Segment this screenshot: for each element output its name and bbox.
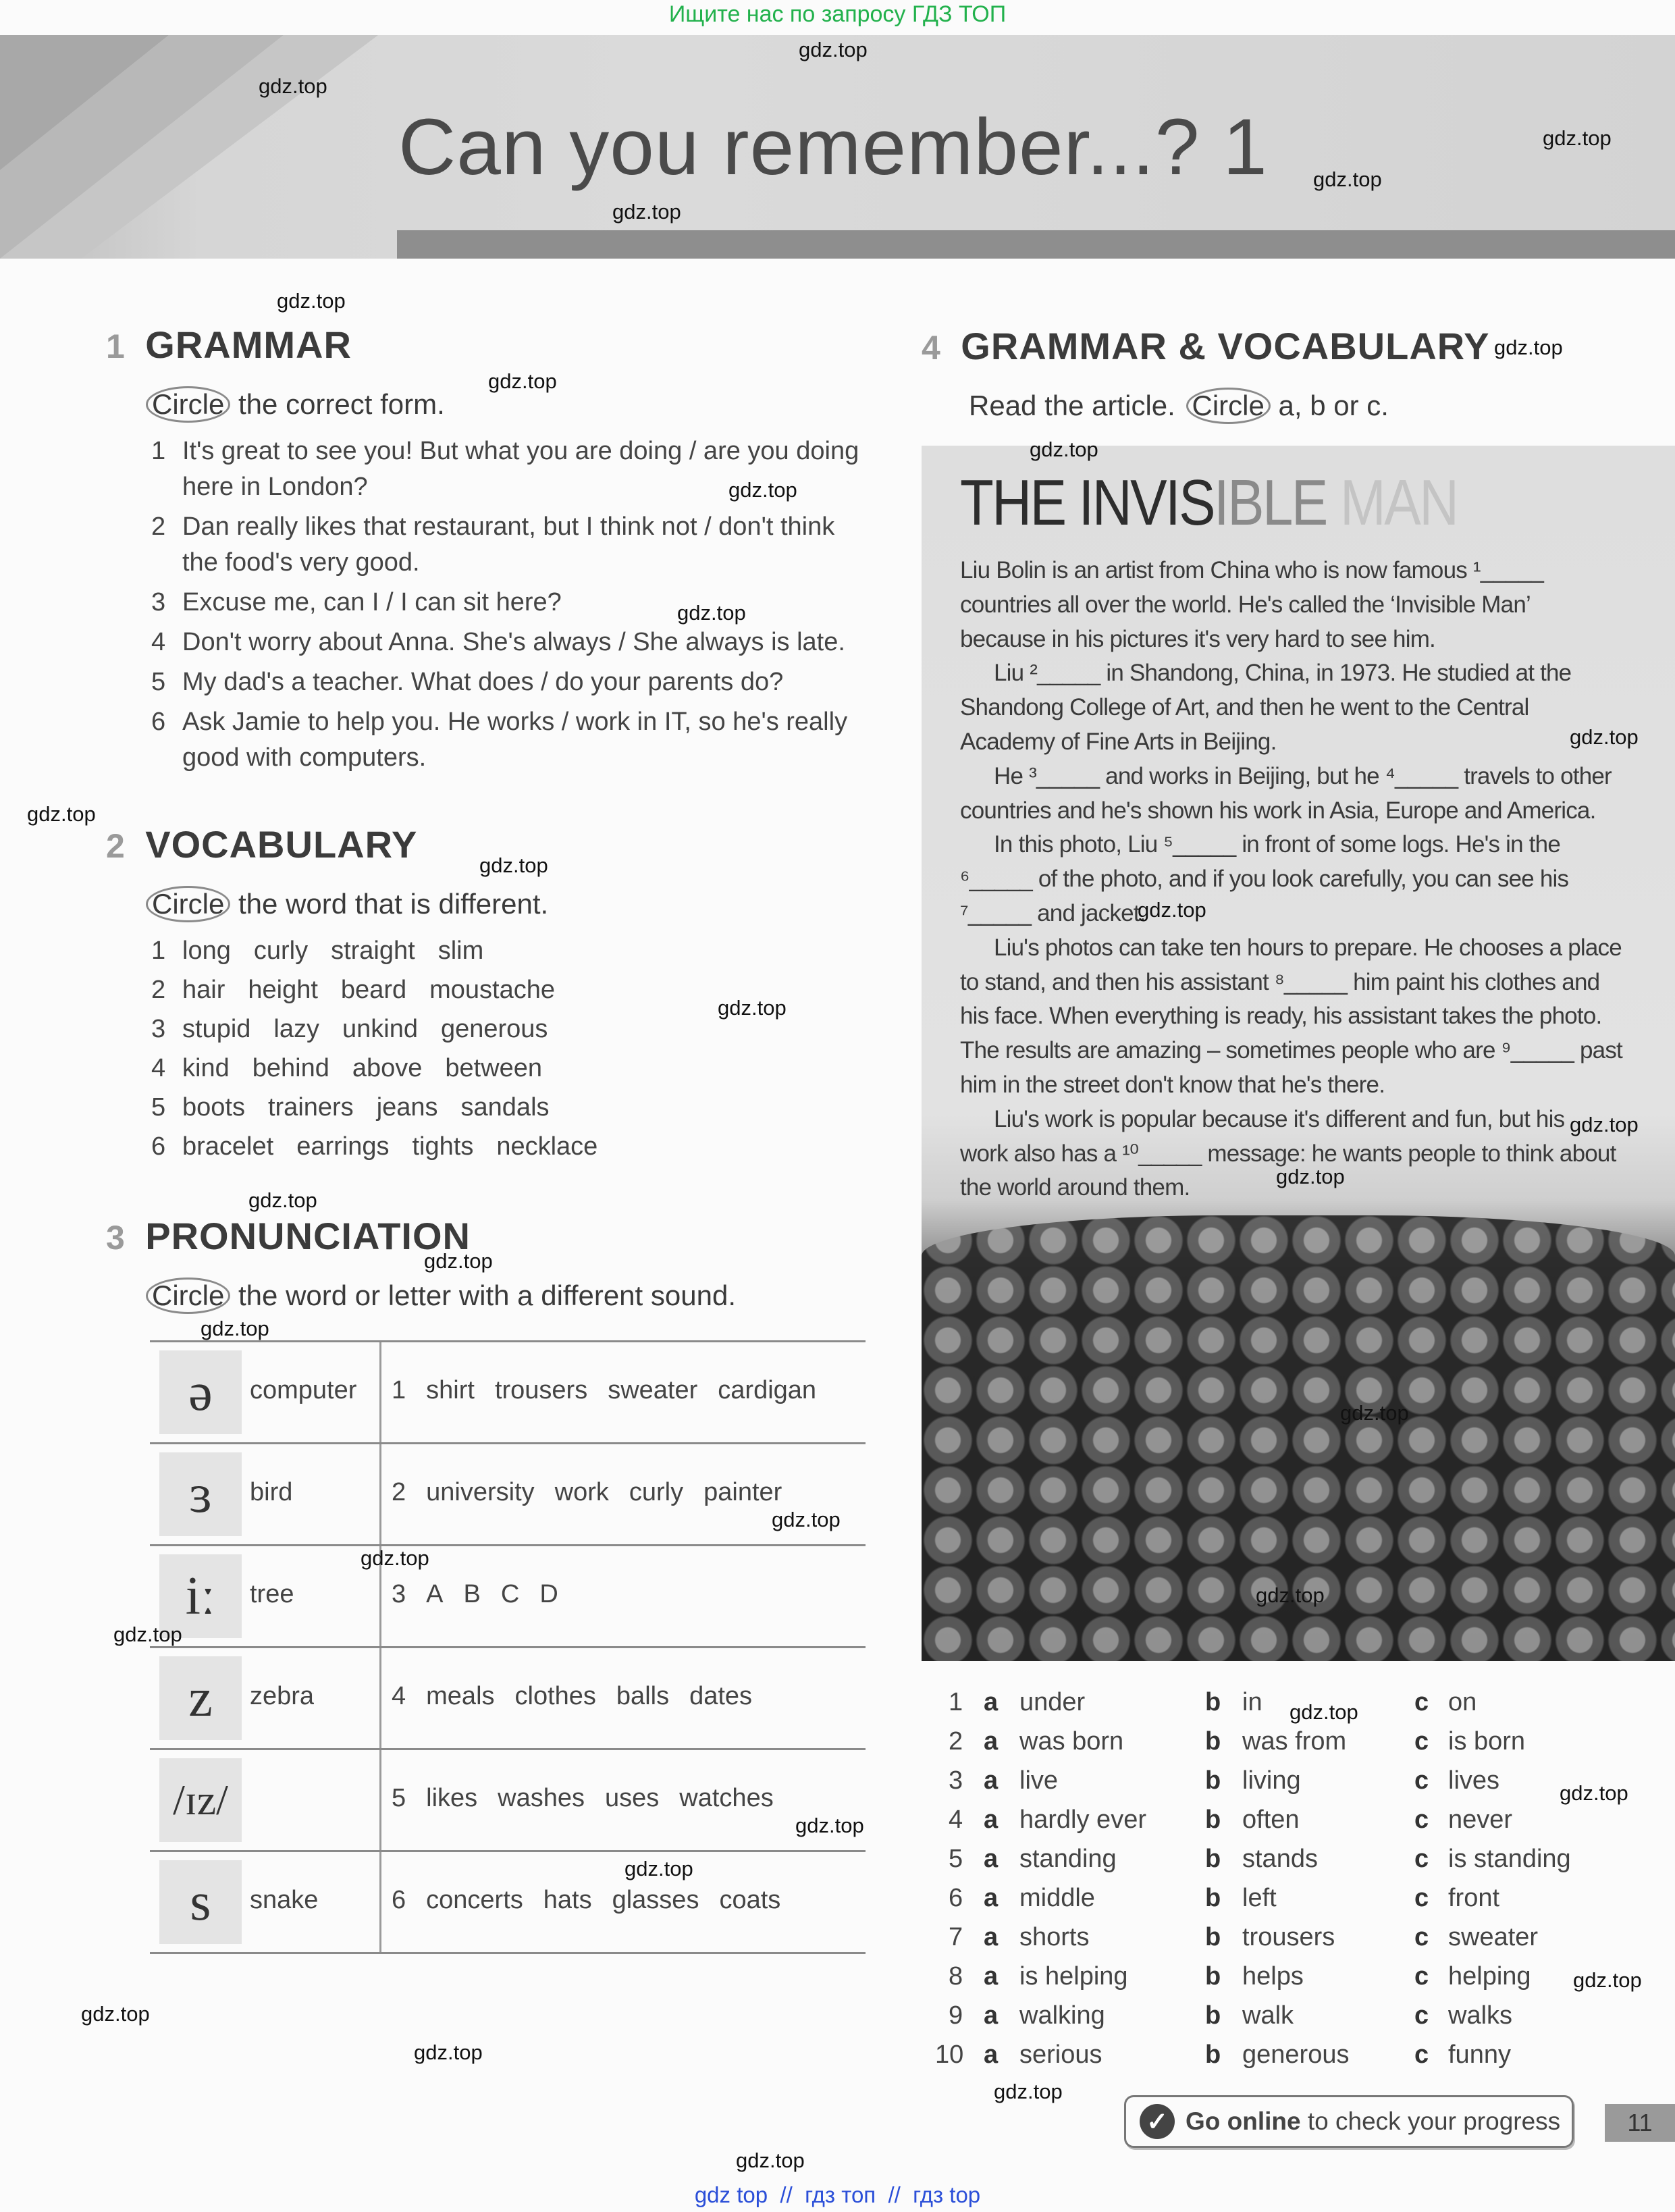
article-line: work also has a ¹⁰_____ message: he wants people to think about <box>960 1140 1616 1167</box>
circle-word: Circle <box>146 886 230 922</box>
option-b[interactable]: trousers <box>1242 1923 1335 1951</box>
vocabulary-word[interactable]: unkind <box>342 1015 418 1043</box>
pronunciation-choice[interactable]: watches <box>679 1784 774 1812</box>
option-a[interactable]: was born <box>1019 1727 1124 1756</box>
option-c[interactable]: funny <box>1448 2040 1511 2069</box>
pronunciation-options <box>392 1886 801 1915</box>
bird-icon: ɜ <box>159 1452 242 1536</box>
pronunciation-row <box>150 1748 866 1850</box>
column-divider <box>379 1852 381 1952</box>
vocabulary-item <box>151 1090 867 1129</box>
vocabulary-word[interactable]: moustache <box>429 976 556 1004</box>
watermark: gdz.top <box>414 2040 483 2064</box>
grammar-item <box>151 704 867 776</box>
item-text: Don't worry about Anna. She's always / She always is late. <box>182 628 845 656</box>
circle-word: Circle <box>146 1278 230 1314</box>
letter-c: c <box>1414 1884 1429 1912</box>
grammar-item <box>151 664 867 700</box>
pronunciation-row <box>150 1544 866 1646</box>
letter-c: c <box>1414 1688 1429 1716</box>
column-divider <box>379 1444 381 1544</box>
item-text: Excuse me, can I / I can sit here? <box>182 588 562 616</box>
item-number: 4 <box>151 628 166 656</box>
watermark: gdz.top <box>479 853 548 877</box>
section-number: 3 <box>106 1219 125 1257</box>
instruction-text: the word or letter with a different sound. <box>238 1280 736 1311</box>
letter-a: a <box>984 1923 999 1951</box>
column-divider <box>379 1750 381 1850</box>
sound-word: computer <box>250 1376 357 1404</box>
watermark: gdz.top <box>1570 1113 1639 1136</box>
letter-a: a <box>984 1845 999 1873</box>
article-line: Liu's work is popular because it's different and fun, but his <box>994 1105 1565 1132</box>
article-line: Liu ²_____ in Shandong, China, in 1973. He studied at the <box>994 660 1572 687</box>
article-line: countries and he's shown his work in Asia, Europe and America. <box>960 797 1596 824</box>
watermark: gdz.top <box>1313 167 1382 191</box>
letter-c: c <box>1414 1845 1429 1873</box>
option-c[interactable]: walks <box>1448 2001 1513 2030</box>
article-line: to stand, and then his assistant ⁸_____ him paint his clothes and <box>960 968 1600 995</box>
search-hint-banner: Ищите нас по запросу ГДЗ ТОП <box>668 1 1007 27</box>
pronunciation-heading <box>106 1214 471 1258</box>
item-text: Dan really likes that restaurant, but I think not / don't think the food's very good. <box>182 512 835 577</box>
vocabulary-item <box>151 1051 867 1090</box>
vocabulary-word[interactable]: earrings <box>296 1132 390 1161</box>
item-number: 9 <box>949 2001 963 2030</box>
section-title: GRAMMAR & VOCABULARY <box>961 325 1490 367</box>
article-line: the world around them. <box>960 1174 1190 1201</box>
pronunciation-options <box>392 1478 802 1507</box>
option-b[interactable]: living <box>1242 1766 1301 1795</box>
letter-b: b <box>1205 1806 1221 1834</box>
pronunciation-choice[interactable]: work <box>554 1478 609 1506</box>
pronunciation-row <box>150 1850 866 1954</box>
vocabulary-word[interactable]: long <box>182 937 231 965</box>
letter-c: c <box>1414 1727 1429 1756</box>
vocabulary-heading <box>106 822 417 866</box>
pronunciation-choice[interactable]: D <box>539 1580 558 1608</box>
pronunciation-choice[interactable]: uses <box>605 1784 660 1812</box>
gv-heading <box>922 324 1489 368</box>
letter-a: a <box>984 1806 999 1834</box>
section-title: GRAMMAR <box>145 323 352 366</box>
watermark: gdz.top <box>1290 1700 1358 1724</box>
vocabulary-word[interactable]: generous <box>440 1015 548 1043</box>
pronunciation-choice[interactable]: C <box>500 1580 520 1608</box>
item-number: 4 <box>151 1054 166 1082</box>
watermark: gdz.top <box>277 289 346 313</box>
letter-a: a <box>984 1766 999 1795</box>
vocabulary-word[interactable]: hair <box>182 976 225 1004</box>
watermark: gdz.top <box>736 2149 805 2172</box>
sound-word: zebra <box>250 1682 315 1710</box>
go-online-bold: Go online <box>1186 2107 1301 2135</box>
option-b[interactable]: walk <box>1242 2001 1294 2030</box>
pronunciation-instruction <box>151 1278 736 1314</box>
article-title-part: THE INVIS <box>960 467 1215 539</box>
option-row <box>949 1923 1624 1962</box>
watermark: gdz.top <box>1340 1401 1409 1425</box>
header-stripe <box>397 230 1675 259</box>
watermark: gdz.top <box>1276 1165 1345 1188</box>
item-number: 4 <box>392 1682 406 1710</box>
item-text: Ask Jamie to help you. He works / work in IT, so he's really good with computers. <box>182 708 848 772</box>
option-a[interactable]: hardly ever <box>1019 1806 1146 1834</box>
article-line: Liu Bolin is an artist from China who is now famous ¹_____ <box>960 557 1544 583</box>
option-b[interactable]: often <box>1242 1806 1300 1834</box>
article-line: because in his pictures it's very hard to see him. <box>960 625 1435 652</box>
watermark: gdz.top <box>1543 126 1612 150</box>
letter-a: a <box>984 2001 999 2030</box>
article-line: The results are amazing – sometimes people who are ⁹_____ past <box>960 1037 1622 1064</box>
pronunciation-choice[interactable]: likes <box>426 1784 478 1812</box>
vocabulary-word[interactable]: above <box>352 1054 423 1082</box>
vocabulary-word[interactable]: curly <box>253 937 309 965</box>
item-number: 3 <box>151 588 166 616</box>
letter-b: b <box>1205 1766 1221 1795</box>
header-rays-decoration <box>0 35 405 259</box>
page-title: Can you remember...? 1 <box>398 103 1268 192</box>
item-number: 8 <box>949 1962 963 1991</box>
pronunciation-choice[interactable]: cardigan <box>718 1376 817 1404</box>
pronunciation-table <box>150 1340 866 1954</box>
letter-a: a <box>984 2040 999 2069</box>
footer-links[interactable]: gdz top // гдз топ // гдз top <box>694 2182 981 2207</box>
zebra-icon: z <box>159 1656 242 1740</box>
option-row <box>949 1766 1624 1806</box>
pronunciation-choice[interactable]: clothes <box>514 1682 596 1710</box>
vocabulary-word[interactable]: kind <box>182 1054 230 1082</box>
tree-icon: iː <box>159 1554 242 1638</box>
item-number: 5 <box>392 1784 406 1812</box>
grammar-heading <box>106 323 352 367</box>
article-line: In this photo, Liu ⁵_____ in front of some logs. He's in the <box>994 831 1560 858</box>
option-a[interactable]: is helping <box>1019 1962 1128 1991</box>
instruction-text: a, b or c. <box>1278 390 1389 421</box>
vocabulary-word[interactable]: sandals <box>460 1093 550 1122</box>
pronunciation-row <box>150 1442 866 1544</box>
option-c[interactable]: helping <box>1448 1962 1531 1991</box>
option-row <box>949 1845 1624 1884</box>
item-number: 1 <box>949 1688 963 1716</box>
instruction-text: the correct form. <box>238 388 445 420</box>
pronunciation-choice[interactable]: glasses <box>612 1886 699 1914</box>
watermark: gdz.top <box>1494 336 1563 359</box>
grammar-item <box>151 625 867 660</box>
item-number: 2 <box>392 1478 406 1506</box>
vocabulary-word[interactable]: boots <box>182 1093 245 1122</box>
item-number: 3 <box>151 1015 166 1043</box>
pronunciation-choice[interactable]: washes <box>498 1784 585 1812</box>
check-icon: ✓ <box>1140 2104 1175 2139</box>
item-text: My dad's a teacher. What does / do your parents do? <box>182 668 784 696</box>
option-a[interactable]: middle <box>1019 1884 1095 1912</box>
letter-a: a <box>984 1962 999 1991</box>
article-title <box>960 466 1458 540</box>
option-b[interactable]: generous <box>1242 2040 1350 2069</box>
vocabulary-item <box>151 1129 867 1168</box>
pronunciation-options <box>392 1682 772 1711</box>
column-divider <box>379 1648 381 1748</box>
letter-a: a <box>984 1727 999 1756</box>
option-b[interactable]: in <box>1242 1688 1262 1716</box>
article-line: Academy of Fine Arts in Beijing. <box>960 728 1277 755</box>
article-line: Liu's photos can take ten hours to prepare. He chooses a place <box>994 934 1622 961</box>
watermark: gdz.top <box>994 2080 1063 2103</box>
watermark: gdz.top <box>728 478 797 502</box>
pronunciation-choice[interactable]: meals <box>426 1682 495 1710</box>
option-row <box>949 1727 1624 1766</box>
watermark: gdz.top <box>1256 1583 1325 1607</box>
letter-c: c <box>1414 1962 1429 1991</box>
vocabulary-word[interactable]: between <box>445 1054 543 1082</box>
pronunciation-options <box>392 1376 836 1405</box>
item-words <box>182 1051 867 1086</box>
computer-icon: ə <box>159 1350 242 1434</box>
letter-b: b <box>1205 1845 1221 1873</box>
pronunciation-choice[interactable]: hats <box>543 1886 592 1914</box>
page-number: 11 <box>1605 2104 1675 2142</box>
option-c[interactable]: is standing <box>1448 1845 1571 1873</box>
item-number: 6 <box>949 1884 963 1912</box>
option-c[interactable]: on <box>1448 1688 1477 1716</box>
option-row <box>949 1884 1624 1923</box>
vocabulary-word[interactable]: jeans <box>376 1093 438 1122</box>
item-text: It's great to see you! But what you are doing / are you doing here in London? <box>182 437 859 501</box>
option-row <box>949 2001 1624 2040</box>
letter-c: c <box>1414 2001 1429 2030</box>
vocabulary-instruction <box>151 886 548 922</box>
vocabulary-word[interactable]: bracelet <box>182 1132 274 1161</box>
sound-word: tree <box>250 1580 294 1608</box>
option-row <box>935 2040 1624 2080</box>
letter-a: a <box>984 1688 999 1716</box>
pronunciation-row <box>150 1340 866 1442</box>
item-number: 6 <box>151 708 166 736</box>
letter-c: c <box>1414 1806 1429 1834</box>
letter-b: b <box>1205 1923 1221 1951</box>
gv-instruction <box>969 388 1389 424</box>
pronunciation-choice[interactable]: trousers <box>494 1376 588 1404</box>
option-c[interactable]: never <box>1448 1806 1513 1834</box>
watermark: gdz.top <box>799 38 868 61</box>
option-row <box>949 1688 1624 1727</box>
item-number: 4 <box>949 1806 963 1834</box>
watermark: gdz.top <box>1573 1968 1642 1992</box>
letter-b: b <box>1205 1688 1221 1716</box>
watermark: gdz.top <box>113 1623 182 1646</box>
sound-word: snake <box>250 1886 319 1914</box>
item-number: 1 <box>392 1376 406 1404</box>
option-a[interactable]: live <box>1019 1766 1059 1795</box>
vocabulary-item <box>151 933 867 972</box>
watermark: gdz.top <box>624 1857 693 1880</box>
letter-b: b <box>1205 1727 1221 1756</box>
item-number: 2 <box>949 1727 963 1756</box>
article-title-part: MAN <box>1339 467 1458 539</box>
watermark: gdz.top <box>677 601 746 625</box>
item-number: 5 <box>151 668 166 696</box>
grammar-instruction <box>151 386 445 423</box>
option-a[interactable]: shorts <box>1019 1923 1090 1951</box>
instruction-text: the word that is different. <box>238 888 549 920</box>
item-number: 5 <box>949 1845 963 1873</box>
article-line: He ³_____ and works in Beijing, but he ⁴_____ travels to other <box>994 762 1612 789</box>
circle-word: Circle <box>146 386 230 423</box>
item-number: 7 <box>949 1923 963 1951</box>
watermark: gdz.top <box>1138 898 1206 922</box>
item-number: 2 <box>151 976 166 1004</box>
grammar-item <box>151 585 867 621</box>
watermark: gdz.top <box>361 1546 429 1570</box>
watermark: gdz.top <box>248 1188 317 1212</box>
go-online-button[interactable] <box>1124 2095 1574 2148</box>
item-number: 5 <box>151 1093 166 1122</box>
item-number: 3 <box>392 1580 406 1608</box>
vocabulary-word[interactable]: necklace <box>496 1132 598 1161</box>
item-number: 6 <box>151 1132 166 1161</box>
go-online-text: to check your progress <box>1300 2107 1561 2135</box>
watermark: gdz.top <box>424 1249 493 1273</box>
watermark: gdz.top <box>488 369 557 393</box>
option-b[interactable]: stands <box>1242 1845 1318 1873</box>
option-a[interactable]: standing <box>1019 1845 1117 1873</box>
section-title: PRONUNCIATION <box>145 1215 471 1257</box>
vocabulary-word[interactable]: beard <box>340 976 407 1004</box>
watermark: gdz.top <box>1560 1781 1628 1805</box>
watermark: gdz.top <box>718 996 787 1020</box>
pronunciation-choice[interactable]: balls <box>616 1682 670 1710</box>
watermark: gdz.top <box>795 1814 864 1837</box>
pronunciation-choice[interactable]: curly <box>629 1478 684 1506</box>
pronunciation-options <box>392 1784 794 1813</box>
item-words <box>182 1129 867 1165</box>
watermark: gdz.top <box>1030 438 1098 461</box>
watermark: gdz.top <box>612 200 681 223</box>
pronunciation-choice[interactable]: B <box>463 1580 481 1608</box>
instruction-text: Read the article. <box>969 390 1175 421</box>
letter-b: b <box>1205 2001 1221 2030</box>
answer-options <box>935 1688 1624 2080</box>
article-line: Shandong College of Art, and then he went to the Central <box>960 694 1529 721</box>
section-number: 1 <box>106 327 125 365</box>
option-c[interactable]: is born <box>1448 1727 1526 1756</box>
pronunciation-choice[interactable]: A <box>426 1580 444 1608</box>
article-line: his face. When everything is ready, his assistant takes the photo. <box>960 1003 1602 1030</box>
article-text <box>960 554 1662 1205</box>
option-b[interactable]: helps <box>1242 1962 1304 1991</box>
vocabulary-word[interactable]: lazy <box>273 1015 319 1043</box>
item-words <box>182 933 867 969</box>
watermark: gdz.top <box>27 802 96 826</box>
letter-c: c <box>1414 1766 1429 1795</box>
section-number: 2 <box>106 827 125 865</box>
item-number: 1 <box>151 937 166 965</box>
option-b[interactable]: was from <box>1242 1727 1347 1756</box>
letter-a: a <box>984 1884 999 1912</box>
article-line: ⁷_____ and jacket. <box>960 899 1146 926</box>
pronunciation-choice[interactable]: university <box>426 1478 535 1506</box>
option-a[interactable]: serious <box>1019 2040 1102 2069</box>
pronunciation-choice[interactable]: dates <box>689 1682 753 1710</box>
grammar-item <box>151 509 867 581</box>
letter-b: b <box>1205 1884 1221 1912</box>
vocabulary-word[interactable]: straight <box>331 937 415 965</box>
article-title-part: IBLE <box>1214 467 1340 539</box>
letter-c: c <box>1414 2040 1429 2069</box>
vocabulary-word[interactable]: stupid <box>182 1015 251 1043</box>
option-c[interactable]: front <box>1448 1884 1500 1912</box>
letter-b: b <box>1205 2040 1221 2069</box>
item-number: 1 <box>151 437 166 465</box>
iz-symbol-icon: /ɪz/ <box>159 1758 242 1842</box>
option-a[interactable]: under <box>1019 1688 1086 1716</box>
watermark: gdz.top <box>259 74 327 98</box>
pronunciation-row <box>150 1646 866 1748</box>
circle-word: Circle <box>1186 388 1271 424</box>
vocabulary-word[interactable]: tights <box>412 1132 474 1161</box>
watermark: gdz.top <box>201 1317 269 1340</box>
item-number: 10 <box>935 2040 964 2069</box>
pronunciation-choice[interactable]: sweater <box>608 1376 698 1404</box>
option-c[interactable]: sweater <box>1448 1923 1539 1951</box>
option-c[interactable]: lives <box>1448 1766 1500 1795</box>
column-divider <box>379 1342 381 1442</box>
letter-c: c <box>1414 1923 1429 1951</box>
vocabulary-list <box>151 933 867 1168</box>
watermark: gdz.top <box>772 1508 841 1531</box>
option-row <box>949 1806 1624 1845</box>
letter-b: b <box>1205 1962 1221 1991</box>
vocabulary-word[interactable]: trainers <box>267 1093 354 1122</box>
pronunciation-choice[interactable]: shirt <box>426 1376 475 1404</box>
section-number: 4 <box>922 329 940 367</box>
item-number: 2 <box>151 512 166 541</box>
pronunciation-choice[interactable]: painter <box>703 1478 782 1506</box>
article-box <box>922 446 1675 1661</box>
option-b[interactable]: left <box>1242 1884 1277 1912</box>
item-number: 6 <box>392 1886 406 1914</box>
vocabulary-word[interactable]: height <box>248 976 318 1004</box>
pronunciation-options <box>392 1580 579 1609</box>
watermark: gdz.top <box>81 2002 150 2026</box>
option-a[interactable]: walking <box>1019 2001 1105 2030</box>
article-line: him in the street don't know that he's there. <box>960 1071 1385 1098</box>
vocabulary-word[interactable]: behind <box>252 1054 329 1082</box>
vocabulary-word[interactable]: slim <box>437 937 484 965</box>
sound-word: bird <box>250 1478 293 1506</box>
article-line: ⁶_____ of the photo, and if you look carefully, you can see his <box>960 866 1569 893</box>
option-row <box>949 1962 1624 2001</box>
pronunciation-choice[interactable]: coats <box>719 1886 781 1914</box>
watermark: gdz.top <box>1570 725 1639 749</box>
section-title: VOCABULARY <box>145 823 418 866</box>
item-words <box>182 1090 867 1126</box>
pronunciation-choice[interactable]: concerts <box>426 1886 523 1914</box>
snake-icon: s <box>159 1860 242 1944</box>
item-number: 3 <box>949 1766 963 1795</box>
article-line: countries all over the world. He's called the ‘Invisible Man’ <box>960 591 1531 618</box>
